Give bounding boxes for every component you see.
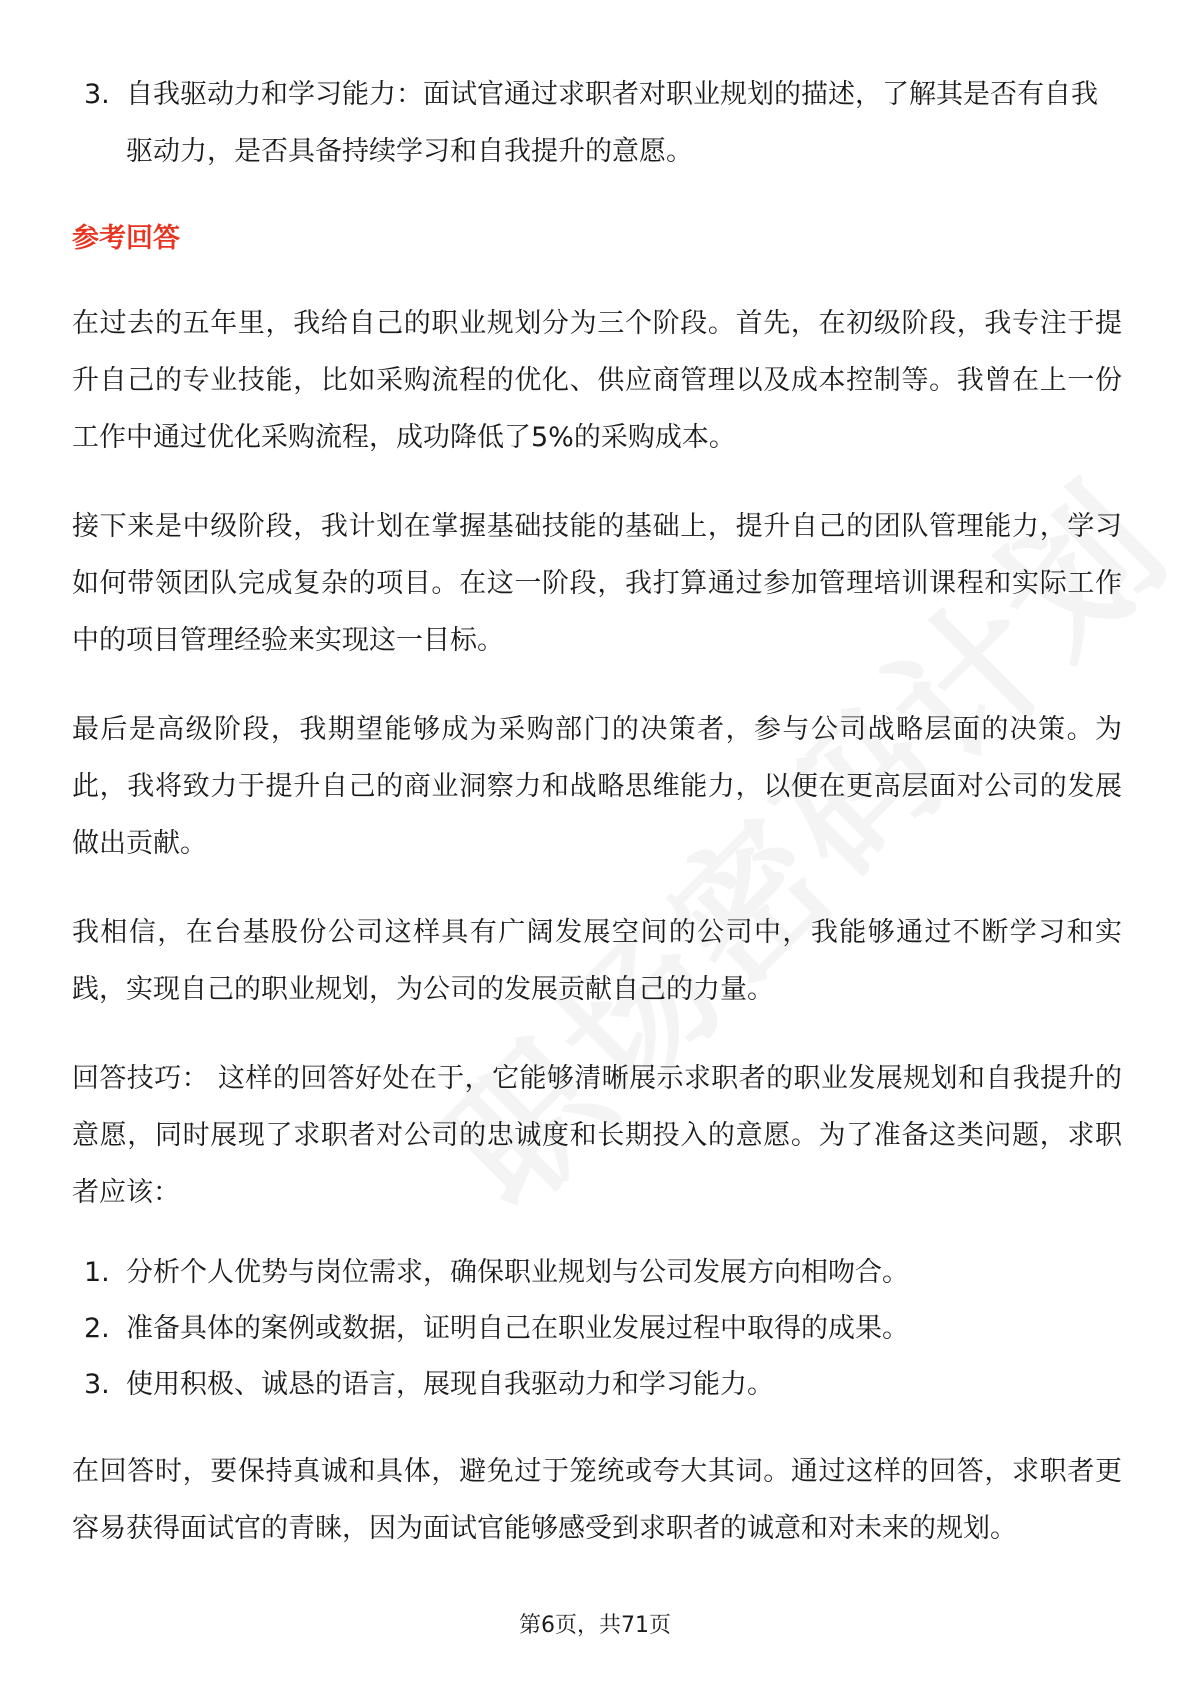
tips-list — [72, 1245, 1122, 1413]
list-text: 自我驱动力和学习能力：面试官通过求职者对职业规划的描述，了解其是否有自我驱动力，是否具备持续学习和自我提升的意愿。 — [126, 79, 1098, 167]
criteria-list — [72, 66, 1122, 180]
answer-paragraph-4: 我相信，在台基股份公司这样具有广阔发展空间的公司中，我能够通过不断学习和实践，实现自己的职业规划，为公司的发展贡献自己的力量。 — [72, 917, 1122, 1005]
list-item — [72, 1301, 1122, 1357]
answer-paragraph-3: 最后是高级阶段，我期望能够成为采购部门的决策者，参与公司战略层面的决策。为此，我将致力于提升自己的商业洞察力和战略思维能力，以便在更高层面对公司的发展做出贡献。 — [72, 714, 1122, 859]
page-footer: 第6页，共71页 — [519, 1613, 671, 1638]
tips-intro-paragraph: 回答技巧： 这样的回答好处在于，它能够清晰展示求职者的职业发展规划和自我提升的意愿，同时展现了求职者对公司的忠诚度和长期投入的意愿。为了准备这类问题，求职者应该： — [72, 1063, 1122, 1208]
answer-paragraph-1: 在过去的五年里，我给自己的职业规划分为三个阶段。首先，在初级阶段，我专注于提升自己的专业技能，比如采购流程的优化、供应商管理以及成本控制等。我曾在上一份工作中通过优化采购流程，成功降低了5%的采购成本。 — [72, 308, 1122, 453]
list-item — [72, 1245, 1122, 1301]
section-heading: 参考回答 — [72, 223, 180, 254]
answer-paragraph-2: 接下来是中级阶段，我计划在掌握基础技能的基础上，提升自己的团队管理能力，学习如何带领团队完成复杂的项目。在这一阶段，我打算通过参加管理培训课程和实际工作中的项目管理经验来实现这一目标。 — [72, 511, 1122, 656]
list-number: 2. — [84, 1313, 110, 1344]
list-number: 1. — [84, 1257, 110, 1288]
list-item — [72, 1357, 1122, 1413]
list-text: 分析个人优势与岗位需求，确保职业规划与公司发展方向相吻合。 — [126, 1257, 909, 1288]
closing-paragraph: 在回答时，要保持真诚和具体，避免过于笼统或夸大其词。通过这样的回答，求职者更容易获得面试官的青睐，因为面试官能够感受到求职者的诚意和对未来的规划。 — [72, 1456, 1122, 1544]
list-number: 3. — [84, 1369, 110, 1400]
list-text: 使用积极、诚恳的语言，展现自我驱动力和学习能力。 — [126, 1369, 774, 1400]
list-text: 准备具体的案例或数据，证明自己在职业发展过程中取得的成果。 — [126, 1313, 909, 1344]
page-content — [72, 66, 1122, 1589]
list-item — [72, 66, 1122, 180]
list-number: 3. — [84, 79, 110, 110]
